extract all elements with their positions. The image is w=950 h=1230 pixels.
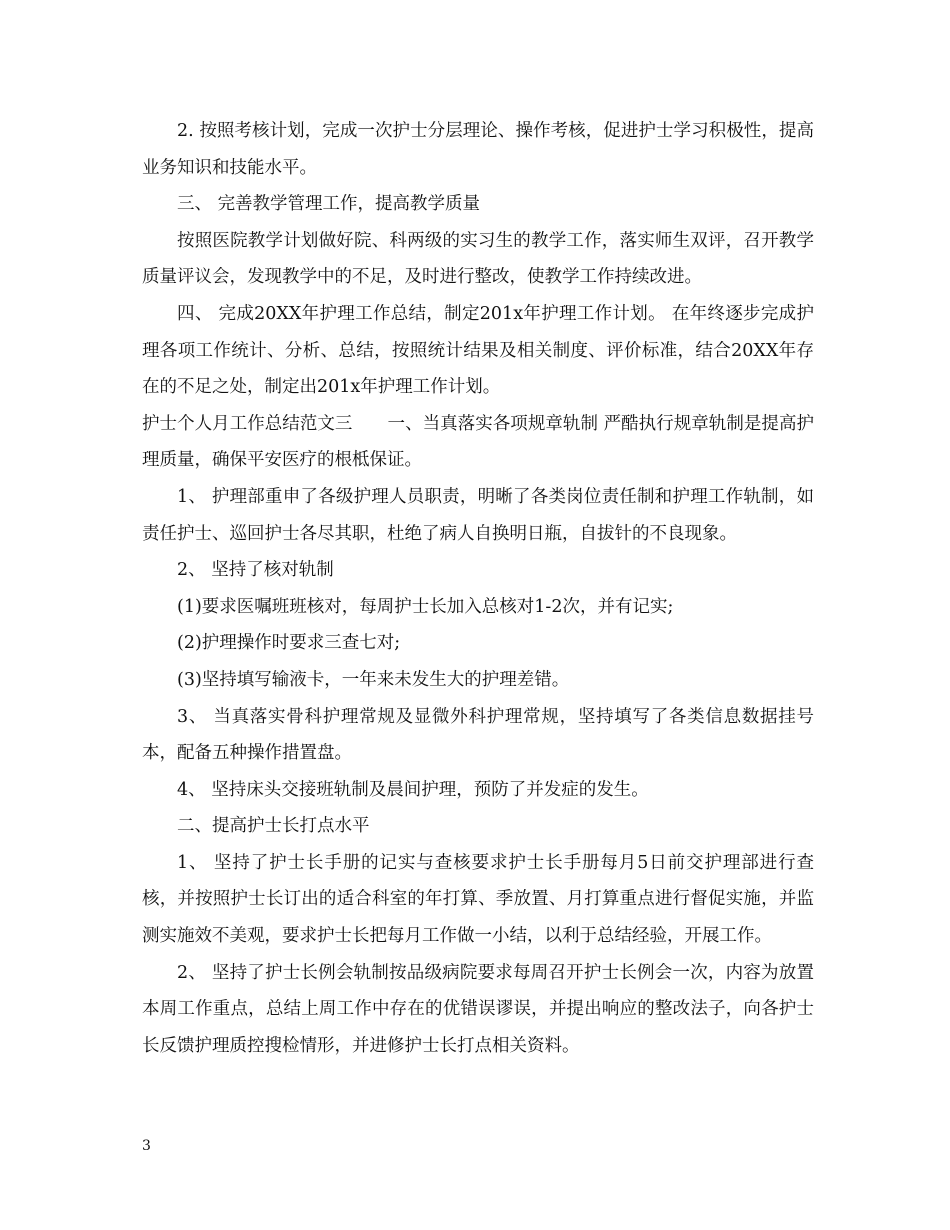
paragraph: 2、 坚持了护士长例会轨制按品级病院要求每周召开护士长例会一次，内容为放置本周工作重点，总结上周工作中存在的优错误谬误，并提出响应的整改法子，向各护士长反馈护理质控搜检情形，并进修护士长打点相关资料。 [142,962,814,1056]
paragraph: 2. 按照考核计划，完成一次护士分层理论、操作考核，促进护士学习积极性，提高业务知识和技能水平。 [142,121,814,178]
list-item: (2)护理操作时要求三查七对; [177,633,401,654]
paragraph: 1、 坚持了护士长手册的记实与查核要求护士长手册每月5日前交护理部进行查核，并按照护士长订出的适合科室的年打算、季放置、月打算重点进行督促实施，并监测实施效不美观，要求护士长把每月工作做一小结，以利于总结经验，开展工作。 [142,852,814,947]
document-body [142,113,814,1064]
paragraph: 护士个人月工作总结范文三 一、当真落实各项规章轨制 严酷执行规章轨制是提高护理质量，确保平安医疗的根柢保证。 [142,413,814,471]
list-item: (3)坚持填写输液卡，一年来未发生大的护理差错。 [177,669,570,690]
list-item: (1)要求医嘱班班核对，每周护士长加入总核对1-2次，并有记实; [177,596,674,617]
paragraph: 四、 完成20XX年护理工作总结，制定201x年护理工作计划。 在年终逐步完成护理各项工作统计、分析、总结，按照统计结果及相关制度、评价标准，结合20XX年存在的不足之处，制定出201x年护理工作计划。 [142,303,814,398]
paragraph: 按照医院教学计划做好院、科两级的实习生的教学工作，落实师生双评，召开教学质量评议会，发现教学中的不足，及时进行整改，使教学工作持续改进。 [142,230,814,288]
paragraph: 1、 护理部重申了各级护理人员职责，明晰了各类岗位责任制和护理工作轨制，如责任护士、巡回护士各尽其职，杜绝了病人自换明日瓶，自拔针的不良现象。 [142,486,814,544]
section-heading: 三、 完善教学管理工作，提高教学质量 [177,194,481,215]
paragraph: 3、 当真落实骨科护理常规及显微外科护理常规，坚持填写了各类信息数据挂号本，配备五种操作措置盘。 [142,706,814,764]
paragraph: 4、 坚持床头交接班轨制及晨间护理，预防了并发症的发生。 [177,779,649,800]
section-heading: 二、提高护士长打点水平 [177,816,370,837]
list-item: 2、 坚持了核对轨制 [177,560,334,581]
page-number: 3 [142,1138,151,1154]
